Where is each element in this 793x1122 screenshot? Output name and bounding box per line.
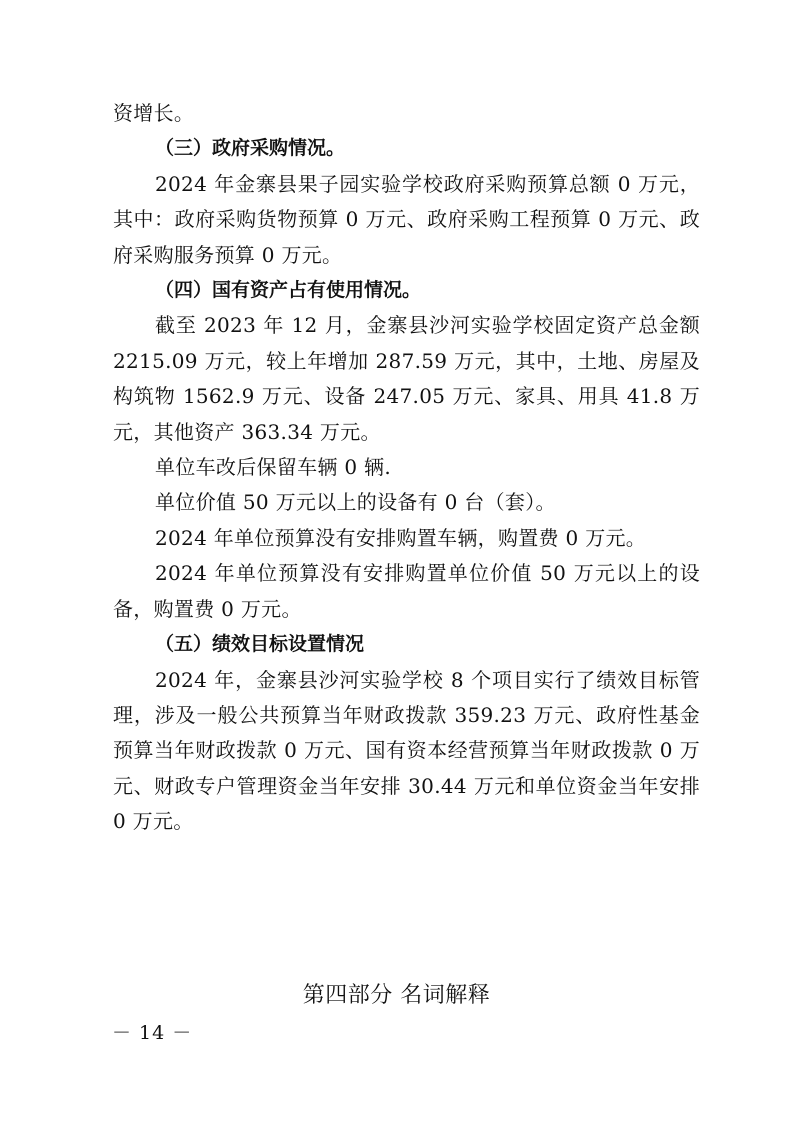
paragraph-procurement: 2024 年金寨县果子园实验学校政府采购预算总额 0 万元，其中：政府采购货物预算 0 万元、政府采购工程预算 0 万元、政府采购服务预算 0 万元。 [113, 171, 700, 267]
page-number: － 14 － [112, 1022, 193, 1044]
section-heading-performance: （五）绩效目标设置情况 [155, 633, 365, 656]
paragraph-equipment-purchase: 2024 年单位预算没有安排购置单位价值 50 万元以上的设备，购置费 0 万元。 [113, 561, 700, 621]
paragraph-equipment: 单位价值 50 万元以上的设备有 0 台（套）。 [155, 490, 556, 515]
section-heading-state-assets: （四）国有资产占有使用情况。 [155, 279, 422, 302]
paragraph-continuation: 资增长。 [113, 101, 195, 125]
section-heading-procurement: （三）政府采购情况。 [155, 137, 346, 160]
document-body [113, 96, 700, 840]
part-title: 第四部分 名词解释 [302, 983, 491, 1008]
paragraph-vehicles: 单位车改后保留车辆 0 辆. [155, 455, 391, 480]
paragraph-performance: 2024 年，金寨县沙河实验学校 8 个项目实行了绩效目标管理，涉及一般公共预算当年财政拨款 359.23 万元、政府性基金预算当年财政拨款 0 万元、国有资本经营预算当年财政拨款 0 万元、财政专户管理资金当年安排 30.44 万元和单位资金当年安排 0 万元。 [113, 667, 700, 834]
paragraph-fixed-assets: 截至 2023 年 12 月，金寨县沙河实验学校固定资产总金额 2215.09 万元，较上年增加 287.59 万元，其中，土地、房屋及构筑物 1562.9 万元、设备 247.05 万元、家具、用具 41.8 万元，其他资产 363.34 万元。 [113, 313, 700, 444]
paragraph-vehicle-purchase: 2024 年单位预算没有安排购置车辆，购置费 0 万元。 [155, 525, 647, 550]
